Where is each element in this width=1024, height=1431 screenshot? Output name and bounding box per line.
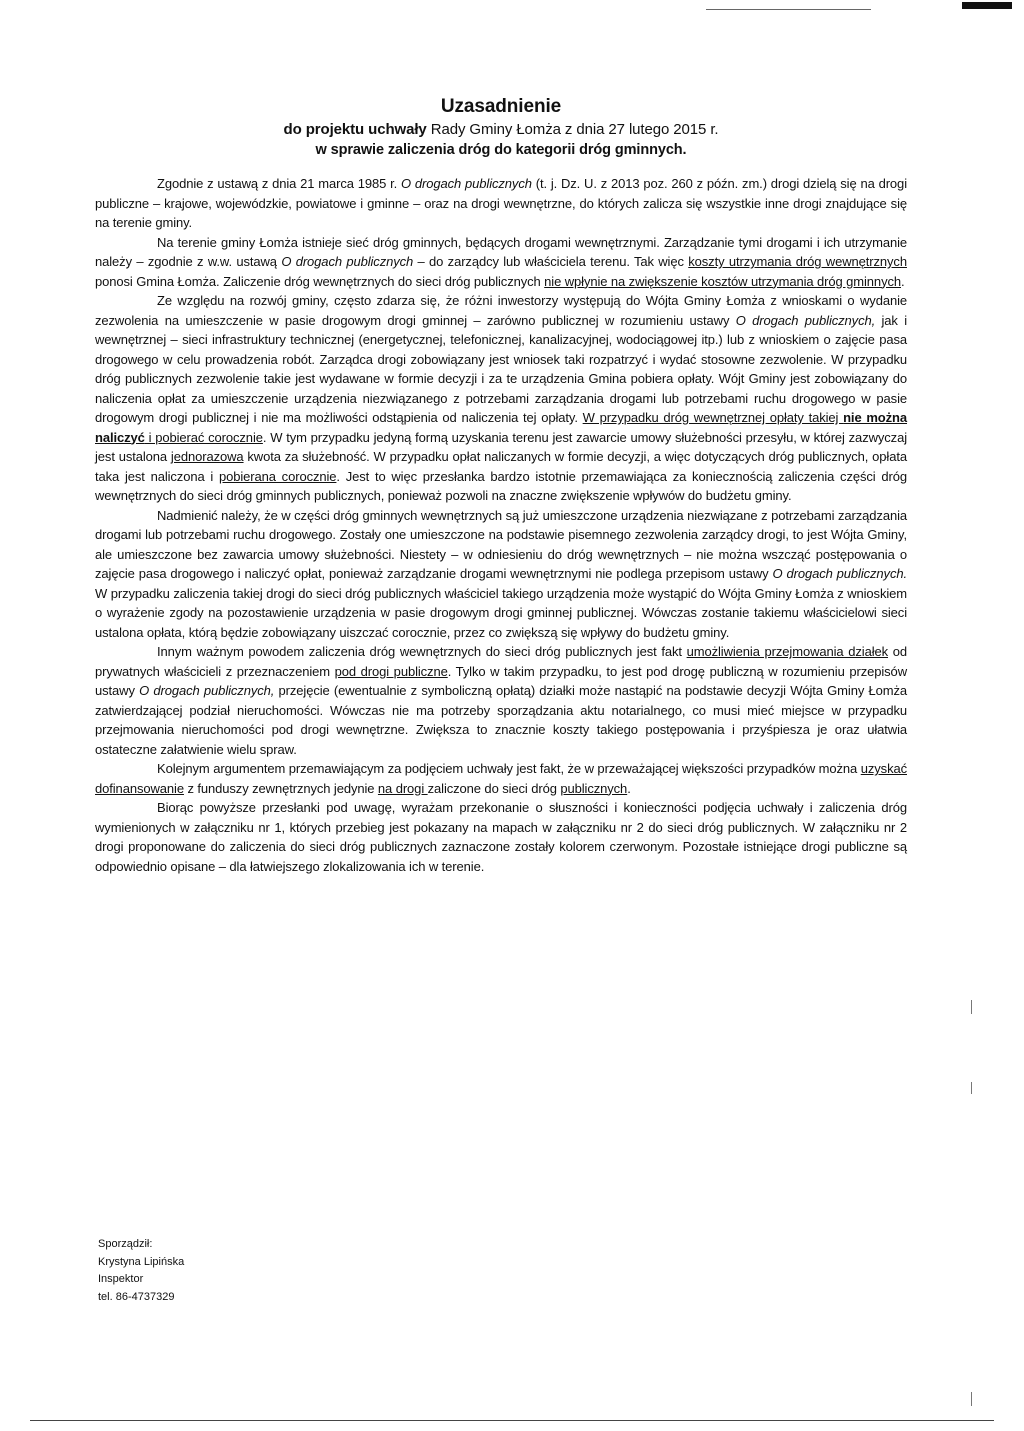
- paragraph-7: Biorąc powyższe przesłanki pod uwagę, wyrażam przekonanie o słuszności i konieczności podjęcia uchwały i zaliczenia dróg wymienionych w załączniku nr 1, których przebieg jest pokazany na mapach w załączniku nr 2 do sieci dróg publicznych. W załączniku nr 2 drogi proponowane do zaliczenia do sieci dróg publicznych zaznaczone zostały kolorem czerwonym. Pozostałe istniejące drogi publiczne są odpowiednio opisane – dla łatwiejszego zlokalizowania ich w terenie.: [95, 800, 907, 874]
- scan-margin-tick: [971, 1000, 972, 1014]
- paragraph-4: Nadmienić należy, że w części dróg gminnych wewnętrznych są już umieszczone urządzenia niezwiązane z potrzebami zarządzania drogami lub potrzebami ruchu drogowego. Zostały one umieszczone na podstawie pisemnego zezwolenia zarządcy drogi, to jest Wójta Gminy, ale umieszczone bez zawarcia umowy służebności. Niestety – w odniesieniu do dróg wewnętrznych – nie można wszcząć postępowania o zajęcie pasa drogowego i naliczyć opłat, ponieważ zarządzanie drogami wewnętrznymi nie podlega przepisom ustawy O drogach publicznych. W przypadku zaliczenia takiej drogi do sieci dróg publicznych właściciel takiego urządzenia może wystąpić do Wójta Gminy Łomża z wnioskiem o wyrażenie zgody na pozostawienie urządzenia w pasie drogowym drogi gminnej publicznej. Wówczas zostanie takiemu właścicielowi sieci ustalona opłata, którą będzie zobowiązany uiszczać corocznie, przez co zwiększą się wpływy do budżetu gminy.: [95, 507, 908, 640]
- paragraph-3: Ze względu na rozwój gminy, często zdarza się, że różni inwestorzy występują do Wójta Gminy Łomża z wnioskami o wydanie zezwolenia na umieszczenie w pasie drogowym drogi gminnej – zarówno publicznej w rozumieniu ustawy O drogach publicznych, jak i wewnętrznej – sieci infrastruktury technicznej (energetycznej, telefonicznej, kanalizacyjnej, wodociągowej itp.) lub z wnioskiem o zajęcie pasa drogowego w celu prowadzenia robót. Zarządca drogi zobowiązany jest wniosek taki rozpatrzyć i wydać stosowne zezwolenie. W przypadku dróg publicznych zezwolenie takie jest wydawane w formie decyzji i za te urządzenia Gmina pobiera opłaty. Wójt Gminy jest zobowiązany do naliczenia opłat za umieszczenie urządzenia niezwiązanego z potrzebami zarządzania drogami lub potrzebami ruchu drogowego w pasie drogowym drogi publicznej i nie ma możliwości odstąpienia od naliczenia tej opłaty. W przypadku dróg wewnętrznej opłaty takiej nie można naliczyć i pobierać corocznie. W tym przypadku jedyną formą uzyskania terenu jest zawarcie umowy służebności przesyłu, w której zazwyczaj jest ustalona jednorazowa kwota za służebność. W przypadku opłat naliczanych w formie decyzji, a więc dotyczących dróg publicznych, opłata taka jest naliczona i pobierana corocznie. Jest to więc przesłanka bardzo istotnie przemawiająca za koniecznością zaliczenia części dróg wewnętrznych do sieci dróg gminnych publicznych, ponieważ pozwoli na znaczne zwiększenie wpływów do budżetu gminy.: [95, 293, 908, 503]
- paragraph-2: Na terenie gminy Łomża istnieje sieć dróg gminnych, będących drogami wewnętrznymi. Zarządzanie tymi drogami i ich utrzymanie należy – zgodnie z w.w. ustawą O drogach publicznych – do zarządcy lub właściciela terenu. Tak więc koszty utrzymania dróg wewnętrznych ponosi Gmina Łomża. Zaliczenie dróg wewnętrznych do sieci dróg publicznych nie wpłynie na zwiększenie kosztów utrzymania dróg gminnych.: [95, 234, 907, 289]
- scan-corner-mark: [962, 2, 1012, 9]
- document-subject: w sprawie zaliczenia dróg do kategorii dróg gminnych.: [315, 142, 687, 158]
- scan-margin-tick: [971, 1082, 972, 1094]
- scan-bottom-rule: [30, 1420, 994, 1421]
- signature-label: Sporządził:: [98, 1238, 153, 1250]
- document-title: Uzasadnienie: [440, 96, 562, 117]
- scan-margin-tick: [971, 1392, 972, 1406]
- paragraph-5: Innym ważnym powodem zaliczenia dróg wewnętrznych do sieci dróg publicznych jest fakt umożliwienia przejmowania działek od prywatnych właścicieli z przeznaczeniem pod drogi publiczne. Tylko w takim przypadku, to jest pod drogę publiczną w rozumieniu przepisów ustawy O drogach publicznych, przejęcie (ewentualnie z symboliczną opłatą) działki może nastąpić na podstawie decyzji Wójta Gminy Łomża zatwierdzającej podział nieruchomości. Wówczas nie ma potrzeby sporządzania aktu notarialnego, co musi mieć miejsce w przypadku przejmowania nieruchomości pod drogi wewnętrzne. Zwiększa to znacznie koszty takiego postępowania i przyśpiesza je oraz ułatwia ostateczne załatwienie wielu spraw.: [95, 644, 908, 757]
- paragraph-6: Kolejnym argumentem przemawiającym za podjęciem uchwały jest fakt, że w przeważającej większości przypadków można uzyskać dofinansowanie z funduszy zewnętrznych jedynie na drogi zaliczone do sieci dróg publicznych.: [95, 761, 907, 796]
- signature-block: [98, 1236, 184, 1306]
- paragraph-1: Zgodnie z ustawą z dnia 21 marca 1985 r. O drogach publicznych (t. j. Dz. U. z 2013 poz. 260 z późn. zm.) drogi dzielą się na drogi publiczne – krajowe, wojewódzkie, powiatowe i gminne – oraz na drogi wewnętrzne, do których zalicza się wszystkie inne drogi znajdujące się na terenie gminy.: [95, 176, 907, 230]
- document-subtitle: do projektu uchwały Rady Gminy Łomża z dnia 27 lutego 2015 r.: [283, 121, 719, 138]
- signature-name: Krystyna Lipińska: [98, 1255, 185, 1268]
- signature-role: Inspektor: [98, 1273, 144, 1285]
- document-body: [95, 95, 907, 876]
- scan-top-rule: [706, 9, 871, 10]
- signature-phone: tel. 86-4737329: [98, 1290, 175, 1303]
